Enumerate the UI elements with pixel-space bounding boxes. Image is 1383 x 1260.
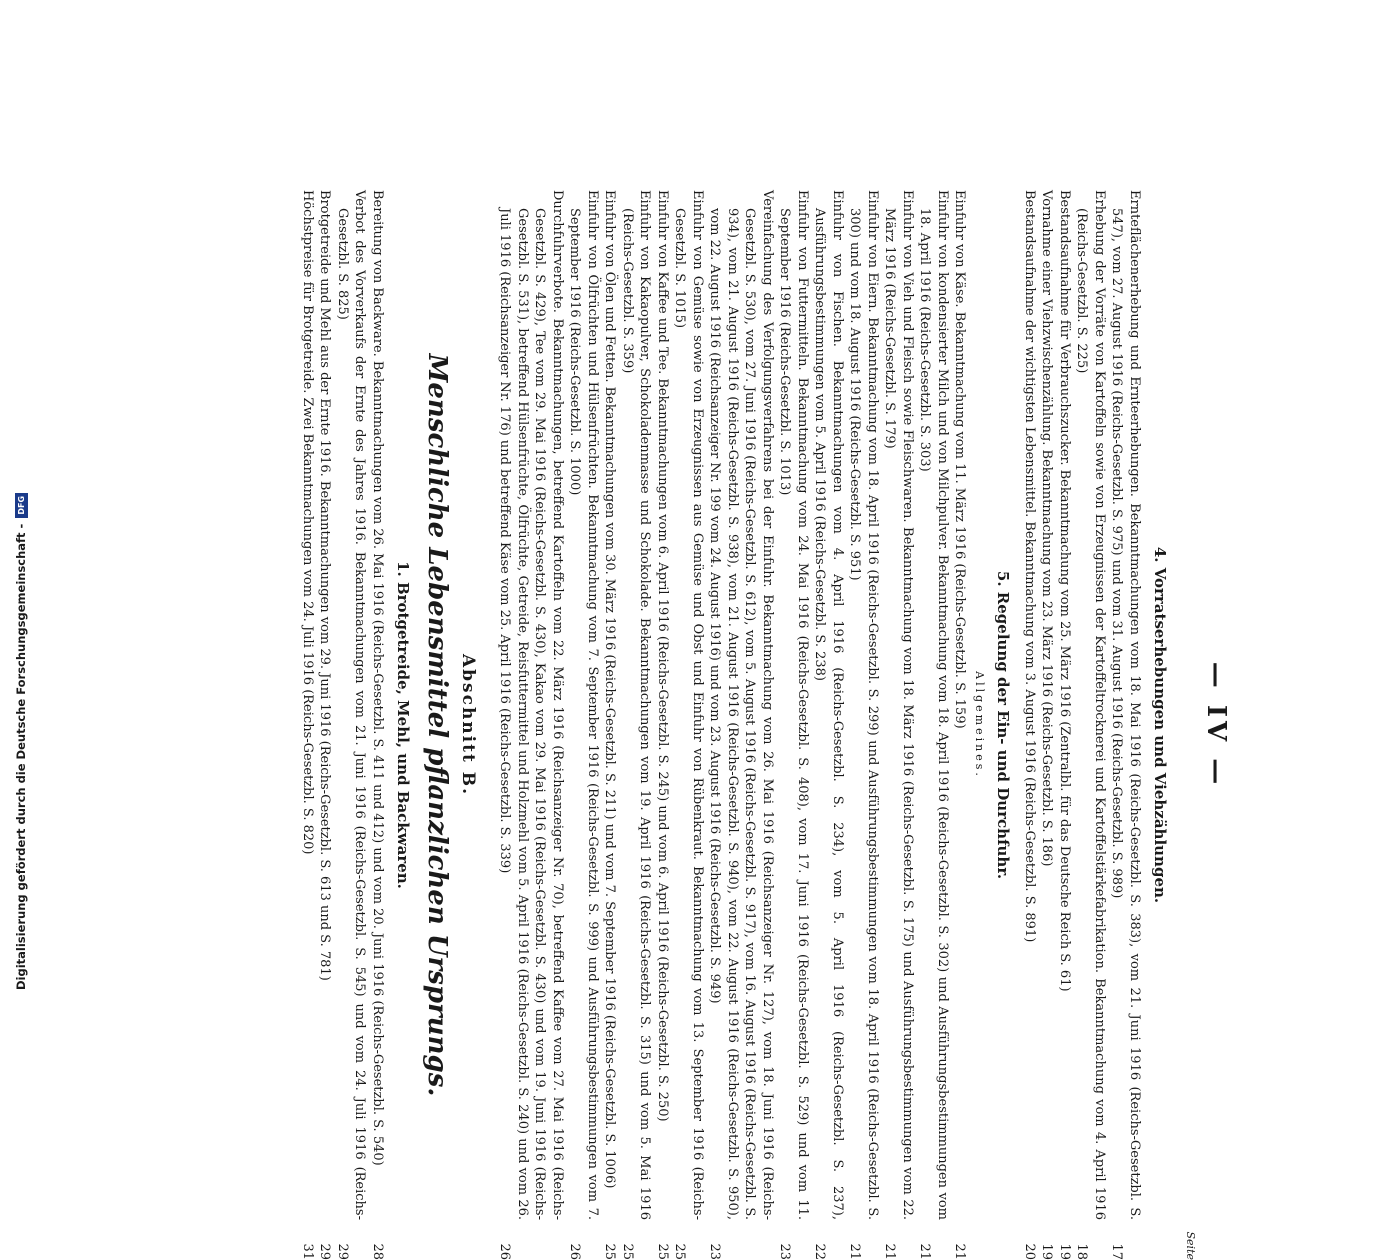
section-subheading: Allgemeines. (974, 190, 987, 1260)
toc-entry (1038, 190, 1056, 1260)
toc-entry-page: 21 (951, 1220, 969, 1260)
toc-entry (706, 190, 776, 1260)
toc-entry-page: 20 (1021, 1220, 1039, 1260)
toc-entry-text: Durchfuhrverbote. Bekanntmachungen, betreffend Kartoffeln vom 22. März 1916 (Reichsanzeiger Nr. 70), betreffend Kaffee vom 27. Mai 1916 (Reichs-Gesetzbl. S. 429), Tee vom 29. Mai 1916 (Reichs-Gesetzbl. S. 430), Kakao vom 29. Mai 1916 (Reichs-Gesetzbl. S. 430) und vom 19. Juni 1916 (Reichs-Gesetzbl. S. 531), betreffend Hülsenfrüchte, Ölfrüchte, Getreide, Reisfuttermittel und Holzmehl vom 5. April 1916 (Reichs-Gesetzbl. S. 240) und vom 26. Juli 1916 (Reichsanzeiger Nr. 176) und betreffend Käse vom 25. April 1916 (Reichs-Gesetzbl. S. 339) (496, 190, 566, 1220)
toc-entry-text: Bestandsaufnahme für Verbrauchszucker. Bekanntmachung vom 25. März 1916 (Zentralbl. für das Deutsche Reich S. 61) (1056, 190, 1074, 1220)
toc-entry (776, 190, 811, 1260)
toc-entry-page: 25 (601, 1220, 619, 1260)
toc-entry (951, 190, 969, 1260)
toc-entry (299, 190, 317, 1260)
toc-entry-page: 29 (334, 1220, 352, 1260)
toc-entry-text: Höchstpreise für Brotgetreide. Zwei Bekanntmachungen vom 24. Juli 1916 (Reichs-Gesetzbl. S. 820) (299, 190, 317, 1220)
toc-entry-text: Einfuhr von Ölfrüchten und Hülsenfrüchten. Bekanntmachung vom 7. September 1916 (Reichs-Gesetzbl. S. 999) und Ausführungsbestimmungen vom 7. September 1916 (Reichs-Gesetzbl. S. 1000) (566, 190, 601, 1220)
toc-entry-page: 25 (619, 1220, 637, 1260)
toc-entry-page: 22 (811, 1220, 829, 1260)
toc-entry (654, 190, 672, 1260)
toc-entry-page: 17 (1108, 1220, 1126, 1260)
toc-entry (316, 190, 334, 1260)
toc-entry-text: Verbot des Vorverkaufs der Ernte des Jahres 1916. Bekanntmachungen vom 21. Juni 1916 (Reichs-Gesetzbl. S. 545) und vom 24. Juli 1916 (Reichs-Gesetzbl. S. 825) (334, 190, 369, 1220)
toc-entry (566, 190, 601, 1260)
toc-entry (496, 190, 566, 1260)
toc-entry (671, 190, 706, 1260)
toc-entry-text: Bestandsaufnahme der wichtigsten Lebensmittel. Bekanntmachung vom 3. August 1916 (Reichs-Gesetzbl. S. 891) (1021, 190, 1039, 1220)
toc-entry-page: 26 (566, 1220, 584, 1260)
page-column-label: Seite (1184, 1232, 1197, 1260)
digitization-credit (14, 15, 28, 990)
toc-entry-page: 29 (316, 1220, 334, 1260)
credit-text: Digitalisierung gefördert durch die Deutsche Forschungsgemeinschaft - (14, 524, 28, 990)
toc-entry-text: Einfuhr von Fischen. Bekanntmachungen vom 4. April 1916 (Reichs-Gesetzbl. S. 234), vom 5. April 1916 (Reichs-Gesetzbl. S. 237), Ausführungsbestimmungen vom 5. April 1916 (Reichs-Gesetzbl. S. 238) (811, 190, 846, 1220)
toc-entry-page: 31 (299, 1220, 317, 1260)
table-of-contents (299, 190, 1178, 1260)
toc-entry (619, 190, 654, 1260)
toc-entry-page: 25 (671, 1220, 689, 1260)
toc-entry-page: 18 (1073, 1220, 1091, 1260)
toc-entry-page: 19 (1056, 1220, 1074, 1260)
page-header: — IV — (1201, 190, 1231, 1260)
toc-entry (334, 190, 369, 1260)
toc-entry-page: 25 (654, 1220, 672, 1260)
toc-entry (601, 190, 619, 1260)
toc-entry-text: Vornahme einer Viehzwischenzählung. Bekanntmachung vom 23. März 1916 (Reichs-Gesetzbl. S. 186) (1038, 190, 1056, 1220)
toc-entry (1108, 190, 1143, 1260)
toc-entry (369, 190, 387, 1260)
toc-entry-text: Einfuhr von Vieh und Fleisch sowie Fleischwaren. Bekanntmachung vom 18. März 1916 (Reichs-Gesetzbl. S. 175) und Ausführungsbestimmungen vom 22. März 1916 (Reichs-Gesetzbl. S. 179) (881, 190, 916, 1220)
toc-entry-text: Einfuhr von Futtermitteln. Bekanntmachung vom 24. Mai 1916 (Reichs-Gesetzbl. S. 408), vom 17. Juni 1916 (Reichs-Gesetzbl. S. 529) und vom 11. September 1916 (Reichs-Gesetzbl. S. 1013) (776, 190, 811, 1220)
toc-entry (846, 190, 881, 1260)
toc-entry-text: Einfuhr von Eiern. Bekanntmachung vom 18. April 1916 (Reichs-Gesetzbl. S. 299) und Ausführungsbestimmungen vom 18. April 1916 (Reichs-Gesetzbl. S. 300) und vom 18. August 1916 (Reichs-Gesetzbl. S. 951) (846, 190, 881, 1220)
part-title: Menschliche Lebensmittel pflanzlichen Ursprungs. (422, 190, 452, 1260)
toc-entry-text: Einfuhr von Gemüse sowie von Erzeugnissen aus Gemüse und Obst und Einfuhr von Rübenkraut. Bekanntmachung vom 13. September 1916 (Reichs-Gesetzbl. S. 1015) (671, 190, 706, 1220)
toc-entry (1021, 190, 1039, 1260)
toc-entry-page: 19 (1038, 1220, 1056, 1260)
toc-entry-text: Einfuhr von Kakaopulver, Schokoladenmasse und Schokolade. Bekanntmachungen vom 19. April 1916 (Reichs-Gesetzbl. S. 315) und vom 5. Mai 1916 (Reichs-Gesetzbl. S. 359) (619, 190, 654, 1220)
toc-entry (881, 190, 916, 1260)
toc-entry-page: 23 (706, 1220, 724, 1260)
toc-entry (811, 190, 846, 1260)
toc-entry-text: Einfuhr von Ölen und Fetten. Bekanntmachungen vom 30. März 1916 (Reichs-Gesetzbl. S. 211) und vom 7. September 1916 (Reichs-Gesetzbl. S. 1006) (601, 190, 619, 1220)
subsection-heading: 1. Brotgetreide, Mehl, und Backwaren. (394, 190, 412, 1260)
part-label: Abschnitt B. (458, 190, 478, 1260)
toc-entry-text: Bereitung von Backware. Bekanntmachungen vom 26. Mai 1916 (Reichs-Gesetzbl. S. 411 und 412) und vom 20. Juni 1916 (Reichs-Gesetzbl. S. 540) (369, 190, 387, 1220)
toc-entry-page: 26 (496, 1220, 514, 1260)
section-heading: 4. Vorratserhebungen und Viehzählungen. (1151, 190, 1169, 1260)
section-heading: 5. Regelung der Ein- und Durchfuhr. (995, 190, 1013, 1260)
toc-entry (916, 190, 951, 1260)
toc-entry-text: Vereinfachung des Verfolgungsverfahrens bei der Einfuhr. Bekanntmachung vom 26. Mai 1916 (Reichsanzeiger Nr. 127), vom 18. Juni 1916 (Reichs-Gesetzbl. S. 530), vom 27. Juni 1916 (Reichs-Gesetzbl. S. 612), vom 5. August 1916 (Reichs-Gesetzbl. S. 917), vom 16. August 1916 (Reichs-Gesetzbl. S. 934), vom 21. August 1916 (Reichs-Gesetzbl. S. 938), vom 21. August 1916 (Reichs-Gesetzbl. S. 940), vom 22. August 1916 (Reichs-Gesetzbl. S. 950), vom 22. August 1916 (Reichsanzeiger Nr. 199 vom 24. August 1916) und vom 23. August 1916 (Reichs-Gesetzbl. S. 949) (706, 190, 776, 1220)
toc-entry-page: 23 (776, 1220, 794, 1260)
toc-entry-text: Einfuhr von kondensierter Milch und von Milchpulver. Bekanntmachung vom 18. April 1916 (Reichs-Gesetzbl. S. 302) und Ausführungsbestimmungen vom 18. April 1916 (Reichs-Gesetzbl. S. 303) (916, 190, 951, 1220)
toc-entry-page: 21 (846, 1220, 864, 1260)
toc-entry-text: Einfuhr von Kaffee und Tee. Bekanntmachungen vom 6. April 1916 (Reichs-Gesetzbl. S. 245) und vom 6. April 1916 (Reichs-Gesetzbl. S. 250) (654, 190, 672, 1220)
toc-entry-text: Ernteflächenerhebung und Ernteerhebungen. Bekanntmachungen vom 18. Mai 1916 (Reichs-Gesetzbl. S. 383), vom 21. Juni 1916 (Reichs-Gesetzbl. S. 547), vom 27. August 1916 (Reichs-Gesetzbl. S. 975) und vom 31. August 1916 (Reichs-Gesetzbl. S. 989) (1108, 190, 1143, 1220)
toc-entry-text: Einfuhr von Käse. Bekanntmachung vom 11. März 1916 (Reichs-Gesetzbl. S. 159) (951, 190, 969, 1220)
dfg-logo: DFG (15, 493, 28, 518)
toc-entry-page: 21 (916, 1220, 934, 1260)
toc-entry (1073, 190, 1108, 1260)
toc-entry-page: 28 (369, 1220, 387, 1260)
toc-entry-text: Erhebung der Vorräte von Kartoffeln sowie von Erzeugnissen der Kartoffeltrocknerei und Kartoffelstärkefabrikation. Bekanntmachung vom 4. April 1916 (Reichs-Gesetzbl. S. 225) (1073, 190, 1108, 1220)
toc-entry (1056, 190, 1074, 1260)
toc-entry-page: 21 (881, 1220, 899, 1260)
document-text-block (103, 190, 1263, 1260)
toc-entry-text: Brotgetreide und Mehl aus der Ernte 1916. Bekanntmachungen vom 29. Juni 1916 (Reichs-Gesetzbl. S. 613 und S. 781) (316, 190, 334, 1220)
